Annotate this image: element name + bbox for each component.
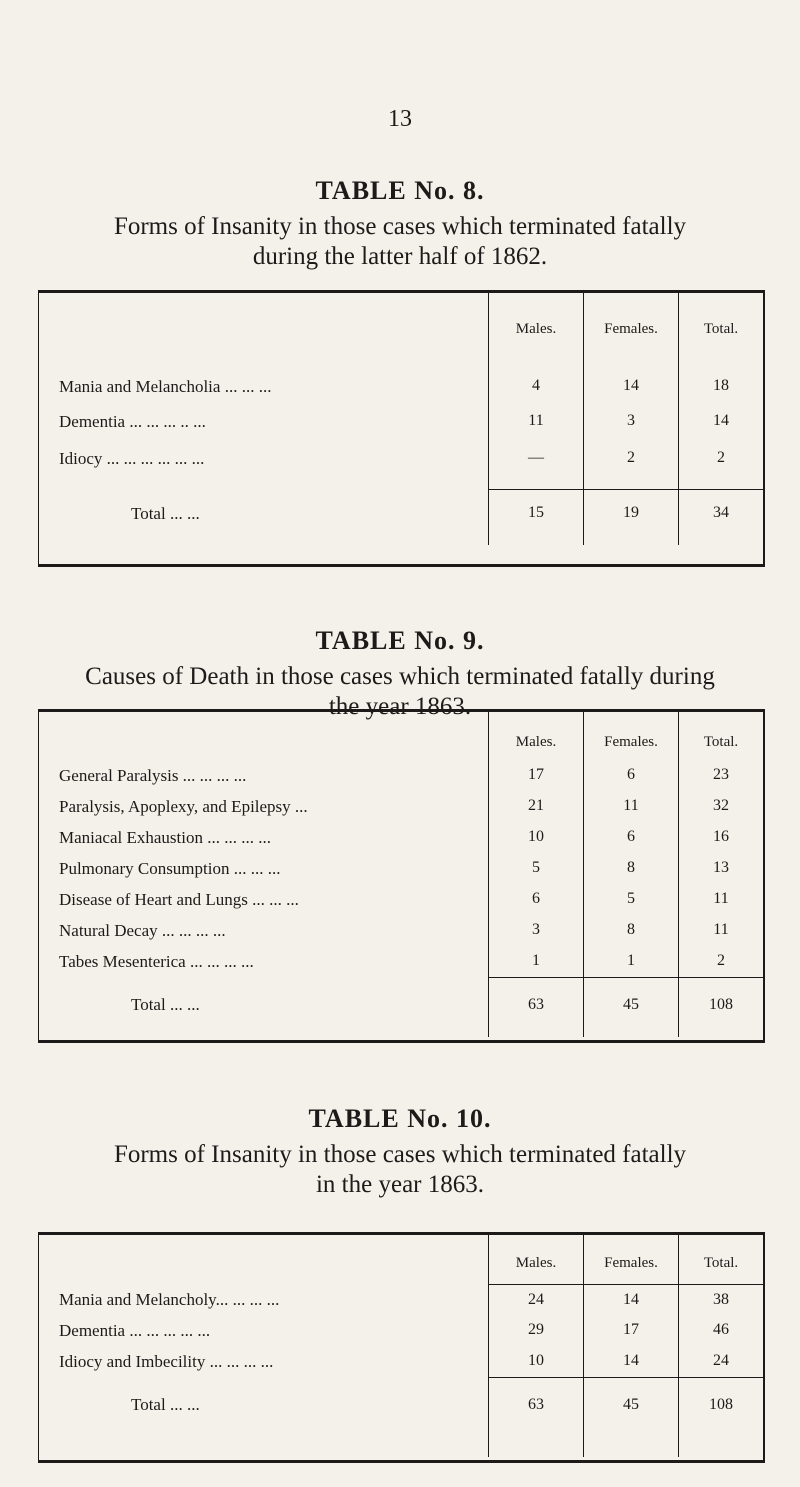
column-header-females: Females. bbox=[583, 712, 678, 760]
cell-total: 11 bbox=[678, 915, 763, 946]
cell-total: 38 bbox=[678, 1284, 763, 1315]
cell-males: 21 bbox=[488, 791, 583, 822]
caption-line: in the year 1863. bbox=[315, 1171, 484, 1198]
column-header-males: Males. bbox=[488, 1235, 583, 1284]
table-10 bbox=[38, 1232, 765, 1463]
table-10-section bbox=[0, 1104, 800, 1200]
cell-total: 18 bbox=[678, 363, 763, 402]
table-9 bbox=[38, 709, 765, 1043]
column-header-males: Males. bbox=[488, 293, 583, 363]
column-header-females: Females. bbox=[583, 293, 678, 363]
row-label: Pulmonary Consumption ... ... ... bbox=[59, 859, 281, 878]
cell-females: 5 bbox=[583, 884, 678, 915]
column-header-total: Total. bbox=[678, 712, 763, 760]
column-header-total: Total. bbox=[678, 1235, 763, 1284]
row-label: General Paralysis ... ... ... ... bbox=[59, 766, 247, 785]
table-8-section bbox=[0, 176, 800, 272]
total-females: 19 bbox=[583, 490, 678, 545]
table-title: TABLE No. 10. bbox=[308, 1104, 492, 1133]
cell-males: 17 bbox=[488, 760, 583, 791]
cell-total: 14 bbox=[678, 402, 763, 441]
total-males: 63 bbox=[488, 977, 583, 1037]
row-label: Mania and Melancholia ... ... ... bbox=[59, 377, 272, 396]
cell-males: 24 bbox=[488, 1284, 583, 1315]
cell-total: 2 bbox=[678, 441, 763, 480]
table-8 bbox=[38, 290, 765, 567]
cell-males: 1 bbox=[488, 946, 583, 977]
cell-total: 24 bbox=[678, 1346, 763, 1377]
total-females: 45 bbox=[583, 977, 678, 1037]
cell-males: 4 bbox=[488, 363, 583, 402]
row-label: Paralysis, Apoplexy, and Epilepsy ... bbox=[59, 797, 308, 816]
cell-total: 13 bbox=[678, 853, 763, 884]
total-total: 34 bbox=[678, 490, 763, 545]
cell-total: 11 bbox=[678, 884, 763, 915]
total-males: 63 bbox=[488, 1377, 583, 1457]
cell-total: 46 bbox=[678, 1315, 763, 1346]
cell-males: 10 bbox=[488, 822, 583, 853]
cell-total: 16 bbox=[678, 822, 763, 853]
row-label: Idiocy ... ... ... ... ... ... bbox=[59, 449, 205, 468]
caption-line: Causes of Death in those cases which terminated fatally during bbox=[85, 663, 715, 690]
total-row-label: Total ... ... bbox=[131, 995, 200, 1014]
cell-females: 17 bbox=[583, 1315, 678, 1346]
table-caption bbox=[30, 212, 770, 272]
row-label: Maniacal Exhaustion ... ... ... ... bbox=[59, 828, 271, 847]
cell-females: 8 bbox=[583, 853, 678, 884]
cell-males: 3 bbox=[488, 915, 583, 946]
column-header-females: Females. bbox=[583, 1235, 678, 1284]
column-header-males: Males. bbox=[488, 712, 583, 760]
table-9-section bbox=[0, 626, 800, 722]
cell-males: — bbox=[488, 441, 583, 480]
total-row-label: Total ... ... bbox=[131, 1395, 200, 1414]
cell-total: 32 bbox=[678, 791, 763, 822]
row-label: Dementia ... ... ... .. ... bbox=[59, 412, 206, 431]
column-header-total: Total. bbox=[678, 293, 763, 363]
cell-males: 10 bbox=[488, 1346, 583, 1377]
cell-total: 2 bbox=[678, 946, 763, 977]
cell-females: 11 bbox=[583, 791, 678, 822]
cell-females: 8 bbox=[583, 915, 678, 946]
cell-females: 14 bbox=[583, 1346, 678, 1377]
row-label: Disease of Heart and Lungs ... ... ... bbox=[59, 890, 299, 909]
table-title: TABLE No. 8. bbox=[315, 176, 485, 205]
cell-females: 14 bbox=[583, 1284, 678, 1315]
total-females: 45 bbox=[583, 1377, 678, 1457]
cell-females: 2 bbox=[583, 441, 678, 480]
row-label: Idiocy and Imbecility ... ... ... ... bbox=[59, 1352, 274, 1371]
cell-total: 23 bbox=[678, 760, 763, 791]
caption-line: during the latter half of 1862. bbox=[252, 243, 548, 270]
cell-males: 29 bbox=[488, 1315, 583, 1346]
table-title: TABLE No. 9. bbox=[315, 626, 485, 655]
cell-females: 6 bbox=[583, 822, 678, 853]
total-total: 108 bbox=[678, 977, 763, 1037]
total-total: 108 bbox=[678, 1377, 763, 1457]
cell-males: 6 bbox=[488, 884, 583, 915]
row-label: Tabes Mesenterica ... ... ... ... bbox=[59, 952, 254, 971]
caption-line: the year 1863. bbox=[328, 693, 472, 720]
row-label: Dementia ... ... ... ... ... bbox=[59, 1321, 211, 1340]
total-males: 15 bbox=[488, 490, 583, 545]
cell-females: 6 bbox=[583, 760, 678, 791]
page-number: 13 bbox=[388, 106, 412, 132]
cell-females: 3 bbox=[583, 402, 678, 441]
row-label: Mania and Melancholy... ... ... ... bbox=[59, 1290, 280, 1309]
cell-females: 1 bbox=[583, 946, 678, 977]
cell-females: 14 bbox=[583, 363, 678, 402]
caption-line: Forms of Insanity in those cases which terminated fatally bbox=[113, 1141, 687, 1168]
cell-males: 5 bbox=[488, 853, 583, 884]
caption-line: Forms of Insanity in those cases which terminated fatally bbox=[113, 213, 687, 240]
table-caption bbox=[30, 1140, 770, 1200]
cell-males: 11 bbox=[488, 402, 583, 441]
row-label: Natural Decay ... ... ... ... bbox=[59, 921, 226, 940]
total-row-label: Total ... ... bbox=[131, 504, 200, 523]
